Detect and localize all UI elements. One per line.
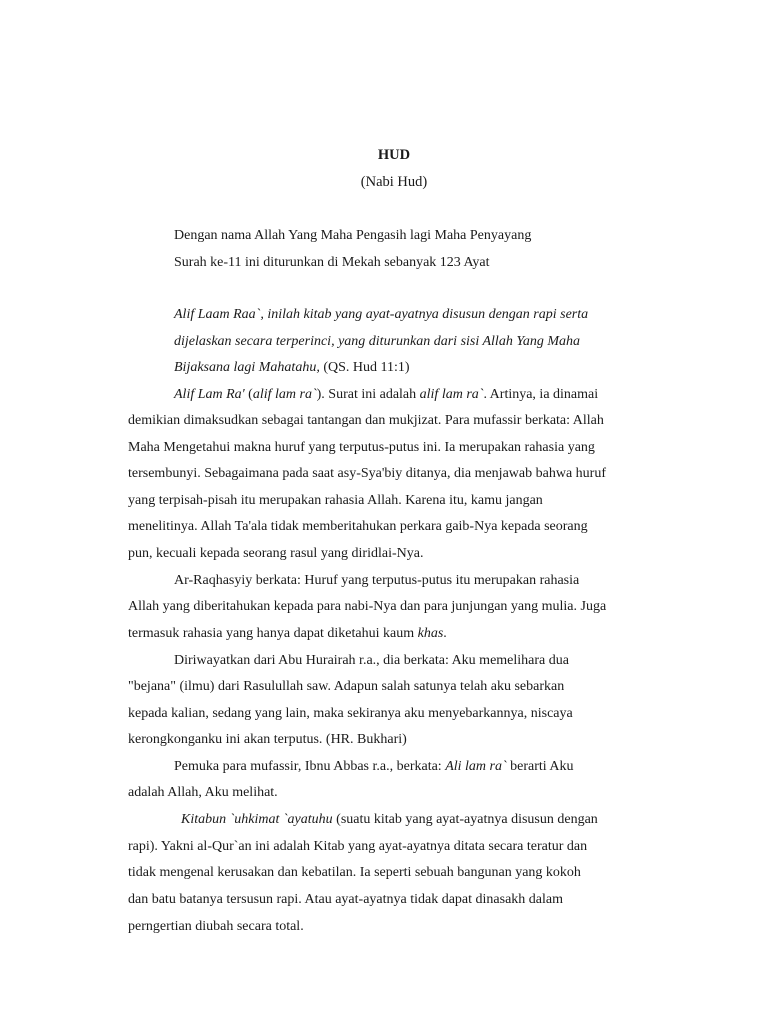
paragraph-line: rapi). Yakni al-Qur`an ini adalah Kitab yang ayat-ayatnya ditata secara teratur dan	[128, 839, 588, 854]
paragraph-line: Ar-Raqhasyiy berkata: Huruf yang terputus-putus itu merupakan rahasia	[174, 573, 580, 588]
paragraph-line: menelitinya. Allah Ta'ala tidak memberitahukan perkara gaib-Nya kepada seorang	[128, 519, 588, 534]
text-run: termasuk rahasia yang hanya dapat diketahui kaum	[128, 626, 418, 641]
italic-term: alif lam ra`	[252, 387, 317, 402]
paragraph-line	[174, 757, 574, 777]
verse-reference: (QS. Hud 11:1)	[319, 360, 410, 375]
paragraph-line: dan batu batanya tersusun rapi. Atau ayat-ayatnya tidak dapat dinasakh dalam	[128, 892, 564, 907]
paragraph-line	[174, 385, 598, 405]
paragraph-line: yang terpisah-pisah itu merupakan rahasia Allah. Karena itu, kamu jangan	[128, 493, 543, 508]
text-run: berarti Aku	[506, 759, 574, 774]
verse-text: Bijaksana lagi Mahatahu,	[174, 360, 320, 375]
paragraph-line: adalah Allah, Aku melihat.	[128, 785, 278, 800]
verse-line	[174, 332, 580, 352]
paragraph-line: Allah yang diberitahukan kepada para nabi-Nya dan para junjungan yang mulia. Juga	[128, 599, 607, 614]
verse-text: dijelaskan secara terperinci, yang diturunkan dari sisi Allah Yang Maha	[174, 334, 580, 349]
paragraph-line: perngertian diubah secara total.	[128, 919, 304, 934]
paragraph-line: Maha Mengetahui makna huruf yang terputus-putus ini. Ia merupakan rahasia yang	[128, 440, 595, 455]
verse-text: Alif Laam Raa`, inilah kitab yang ayat-ayatnya disusun dengan rapi serta	[174, 307, 589, 322]
text-run: ). Surat ini adalah	[316, 387, 420, 402]
text-run: .	[443, 626, 447, 641]
paragraph-line: tidak mengenal kerusakan dan kebatilan. Ia seperti sebuah bangunan yang kokoh	[128, 865, 581, 880]
surah-info-line: Surah ke-11 ini diturunkan di Mekah sebanyak 123 Ayat	[174, 255, 490, 270]
paragraph-line: kepada kalian, sedang yang lain, maka sekiranya aku menyebarkannya, niscaya	[128, 706, 573, 721]
italic-term: Ali lam ra`	[445, 759, 507, 774]
paragraph-line: pun, kecuali kepada seorang rasul yang diridlai-Nya.	[128, 546, 424, 561]
verse-line	[174, 305, 588, 325]
text-run: (suatu kitab yang ayat-ayatnya disusun dengan	[332, 812, 598, 827]
paragraph-line: tersembunyi. Sebagaimana pada saat asy-Sya'biy ditanya, dia menjawab bahwa huruf	[128, 466, 606, 481]
paragraph-line: kerongkonganku ini akan terputus. (HR. Bukhari)	[128, 732, 407, 747]
paragraph-line: demikian dimaksudkan sebagai tantangan dan mukjizat. Para mufassir berkata: Allah	[128, 413, 604, 428]
italic-term: alif lam ra`	[419, 387, 484, 402]
verse-line	[174, 358, 410, 378]
paragraph-line	[128, 624, 447, 644]
document-subtitle: (Nabi Hud)	[360, 174, 428, 190]
paragraph-line: Diriwayatkan dari Abu Hurairah r.a., dia berkata: Aku memelihara dua	[174, 653, 569, 668]
text-run: Pemuka para mufassir, Ibnu Abbas r.a., berkata:	[174, 759, 446, 774]
bismillah-line: Dengan nama Allah Yang Maha Pengasih lagi Maha Penyayang	[174, 228, 532, 243]
italic-term: Alif Lam Ra'	[174, 387, 245, 402]
italic-term: khas	[417, 626, 444, 641]
paragraph-line: "bejana" (ilmu) dari Rasulullah saw. Adapun salah satunya telah aku sebarkan	[128, 679, 565, 694]
text-run: . Artinya, ia dinamai	[483, 387, 599, 402]
text-run: (	[244, 387, 253, 402]
document-title: HUD	[377, 147, 411, 163]
paragraph-line	[181, 810, 598, 830]
italic-term: Kitabun `uhkimat `ayatuhu	[181, 812, 333, 827]
